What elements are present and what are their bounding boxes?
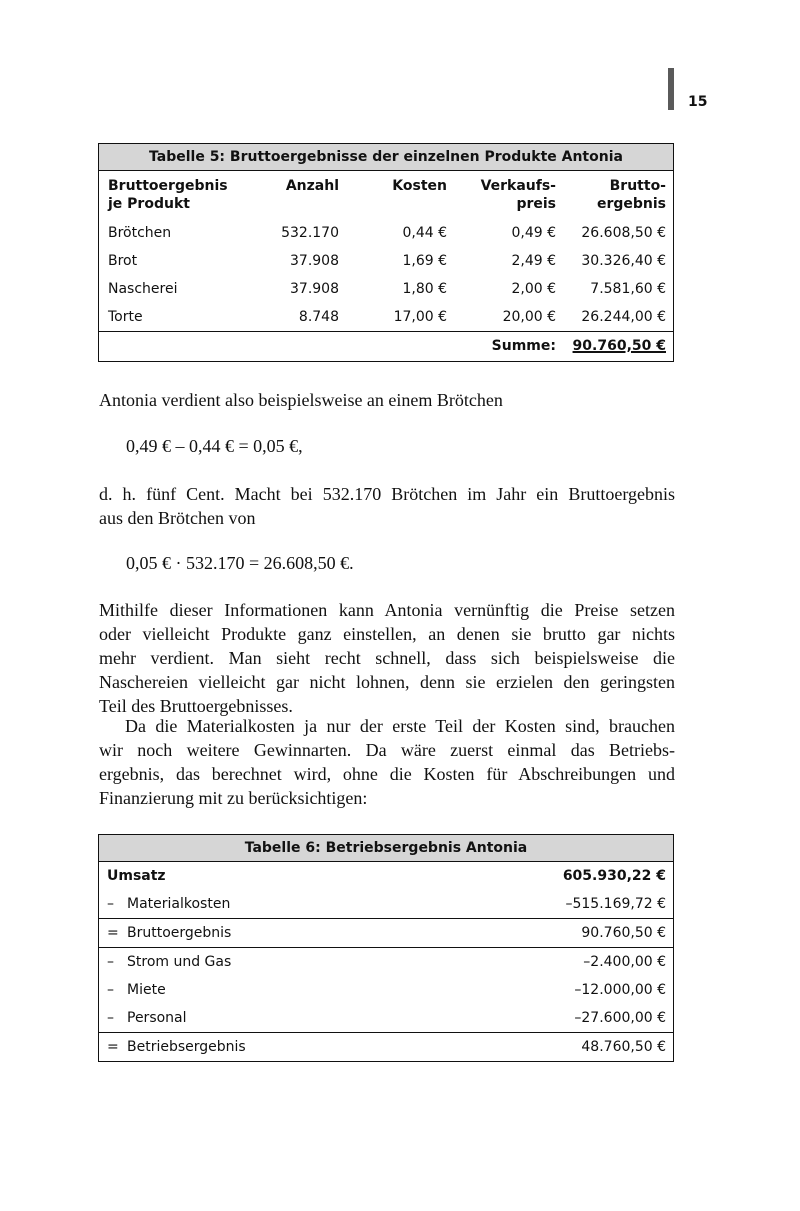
table-row <box>99 303 673 331</box>
cell-kosten: 1,80 € <box>402 281 447 297</box>
row-label: Bruttoergebnis <box>127 925 232 941</box>
sum-label: Summe: <box>491 338 556 354</box>
cell-kosten: 17,00 € <box>393 309 447 325</box>
header-bruttoergebnis: Bruttoergebnis je Produkt <box>108 178 228 212</box>
page-marker-bar <box>668 68 674 110</box>
row-label: Miete <box>127 982 166 998</box>
row-sign: – <box>107 982 114 998</box>
row-sign: – <box>107 896 114 912</box>
table-row <box>99 918 673 947</box>
cell-preis: 0,49 € <box>511 225 556 241</box>
table-row <box>99 976 673 1004</box>
cell-preis: 20,00 € <box>502 309 556 325</box>
table5-title: Tabelle 5: Bruttoergebnisse der einzelnen Produkte Antonia <box>99 144 673 171</box>
cell-kosten: 0,44 € <box>402 225 447 241</box>
table-row <box>99 890 673 918</box>
cell-ergebnis: 26.244,00 € <box>581 309 666 325</box>
table-row <box>99 219 673 247</box>
paragraph-3: Mithilfe dieser Informationen kann Antonia vernünftig die Preise setzen oder vielleicht Produkte ganz einstellen, an denen sie brutto gar nichts mehr verdient. Man sieht recht schnell, dass sich beispielsweise die Naschereien vielleicht gar nicht lohnen, denn sie erzielen den geringsten Teil des Bruttoergebnisses. <box>99 600 675 716</box>
row-value: –12.000,00 € <box>574 982 666 998</box>
table-row <box>99 247 673 275</box>
row-value: –515.169,72 € <box>565 896 666 912</box>
page-number: 15 <box>688 94 708 110</box>
row-sign: – <box>107 954 114 970</box>
table-betriebsergebnis <box>98 834 674 1062</box>
row-label: Betriebsergebnis <box>127 1039 246 1055</box>
table5-header <box>99 171 673 219</box>
table-row <box>99 1032 673 1061</box>
cell-kosten: 1,69 € <box>402 253 447 269</box>
cell-anzahl: 8.748 <box>298 309 339 325</box>
row-label: Strom und Gas <box>127 954 232 970</box>
header-bruttoergebnis-col: Brutto- ergebnis <box>596 178 666 212</box>
row-value: 605.930,22 € <box>562 868 666 884</box>
header-anzahl: Anzahl <box>285 178 339 194</box>
row-sign: = <box>107 925 119 941</box>
cell-product: Brot <box>108 253 138 269</box>
formula-1: 0,49 € – 0,44 € = 0,05 €, <box>126 436 303 456</box>
table-row <box>99 947 673 976</box>
cell-ergebnis: 7.581,60 € <box>590 281 666 297</box>
cell-product: Nascherei <box>108 281 178 297</box>
cell-product: Torte <box>108 309 143 325</box>
paragraph-2: d. h. fünf Cent. Macht bei 532.170 Brötchen im Jahr ein Bruttoergebnis aus den Brötchen von <box>99 484 675 528</box>
row-sign: = <box>107 1039 119 1055</box>
row-label: Umsatz <box>107 868 166 884</box>
table-row <box>99 275 673 303</box>
row-value: –27.600,00 € <box>574 1010 666 1026</box>
table-row <box>99 1004 673 1032</box>
cell-anzahl: 532.170 <box>281 225 339 241</box>
row-label: Materialkosten <box>127 896 231 912</box>
header-kosten: Kosten <box>392 178 447 194</box>
cell-anzahl: 37.908 <box>290 281 339 297</box>
row-sign: – <box>107 1010 114 1026</box>
cell-ergebnis: 30.326,40 € <box>581 253 666 269</box>
cell-preis: 2,49 € <box>511 253 556 269</box>
paragraph-4: Da die Materialkosten ja nur der erste Teil der Kosten sind, brauchen wir noch weitere Gewinnarten. Da wäre zuerst einmal das Betriebs- ergebnis, das berechnet wird, ohne die Kosten für Abschreibungen und Finanzierung mit zu berücksichtigen: <box>99 716 675 808</box>
table-row <box>99 862 673 890</box>
row-value: 90.760,50 € <box>581 925 666 941</box>
cell-anzahl: 37.908 <box>290 253 339 269</box>
header-verkaufspreis: Verkaufs- preis <box>480 178 556 212</box>
row-value: –2.400,00 € <box>583 954 666 970</box>
row-label: Personal <box>127 1010 187 1026</box>
paragraph-1: Antonia verdient also beispielsweise an einem Brötchen <box>99 390 503 410</box>
cell-product: Brötchen <box>108 225 172 241</box>
row-value: 48.760,50 € <box>581 1039 666 1055</box>
table6-title: Tabelle 6: Betriebsergebnis Antonia <box>99 835 673 862</box>
table-bruttoergebnisse <box>98 143 674 362</box>
table5-sum-row <box>99 331 673 360</box>
cell-ergebnis: 26.608,50 € <box>581 225 666 241</box>
sum-value: 90.760,50 € <box>572 338 666 354</box>
formula-2: 0,05 € · 532.170 = 26.608,50 €. <box>126 553 354 573</box>
cell-preis: 2,00 € <box>511 281 556 297</box>
